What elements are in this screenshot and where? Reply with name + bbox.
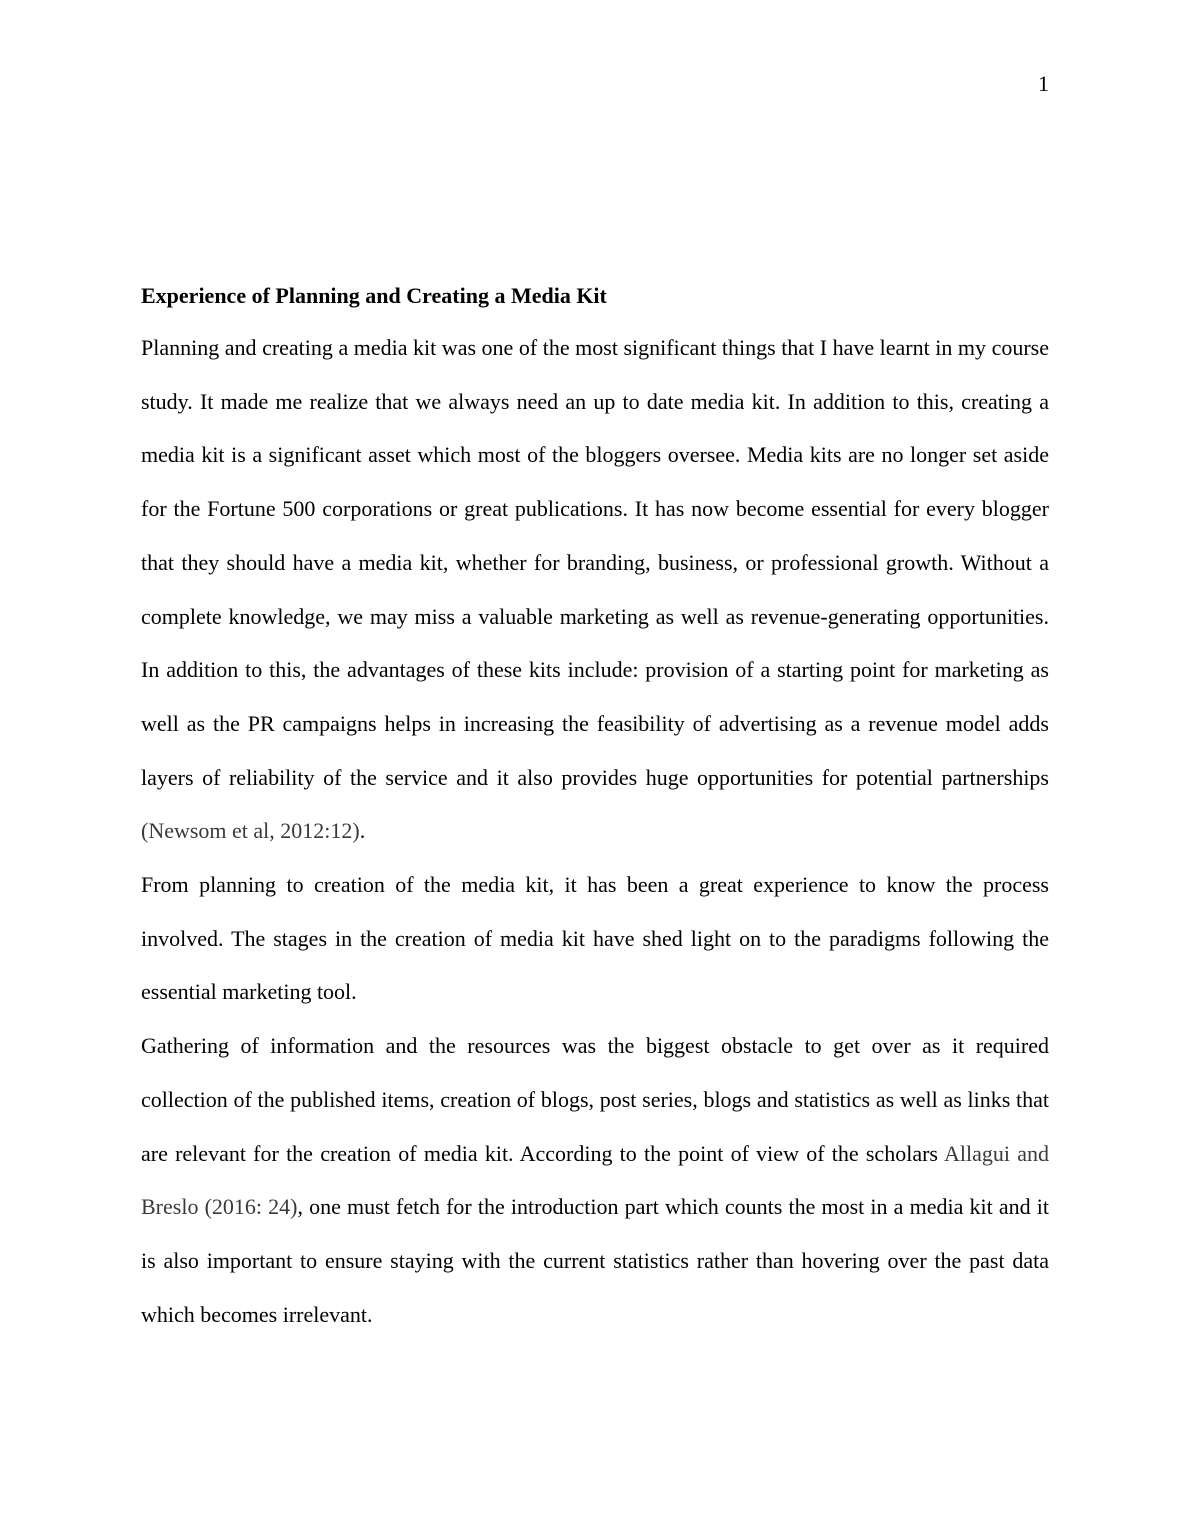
citation-newsom: (Newsom et al, 2012:12)	[141, 818, 360, 844]
page-number: 1	[1038, 71, 1049, 96]
paragraph-2	[141, 858, 1049, 1019]
document-body	[141, 281, 1049, 1341]
section-heading: Experience of Planning and Creating a Media Kit	[141, 283, 607, 308]
paragraph-1-end: .	[359, 818, 366, 844]
paragraph-2-text: From planning to creation of the media kit, it has been a great experience to know the process involved. The stages in the creation of media kit have shed light on to the paradigms following the essential marketing tool.	[141, 872, 1049, 1005]
paragraph-1-text: Planning and creating a media kit was one of the most significant things that I have learnt in my course study. It made me realize that we always need an up to date media kit. In addition to this, creating a media kit is a significant asset which most of the bloggers oversee. Media kits are no longer set aside for the Fortune 500 corporations or great publications. It has now become essential for every blogger that they should have a media kit, whether for branding, business, or professional growth. Without a complete knowledge, we may miss a valuable marketing as well as revenue-generating opportunities. In addition to this, the advantages of these kits include: provision of a starting point for marketing as well as the PR campaigns helps in increasing the feasibility of advertising as a revenue model adds layers of reliability of the service and it also provides huge opportunities for potential partnerships	[141, 335, 1049, 790]
paragraph-1	[141, 321, 1049, 858]
citation-allagui-breslo: Allagui and Breslo (2016: 24)	[141, 1140, 1049, 1220]
paragraph-3-text: , one must fetch for the introduction part which counts the most in a media kit and it is also important to ensure staying with the current statistics rather than hovering over the past data which becomes irrelevant.	[141, 1194, 1049, 1327]
paragraph-3-start: Gathering of information and the resources was the biggest obstacle to get over as it required collection of the published items, creation of blogs, post series, blogs and statistics as well as links that are relevant for the creation of media kit. According to the point of view of the scholars	[141, 1033, 1049, 1166]
paragraph-3	[141, 1019, 1049, 1341]
